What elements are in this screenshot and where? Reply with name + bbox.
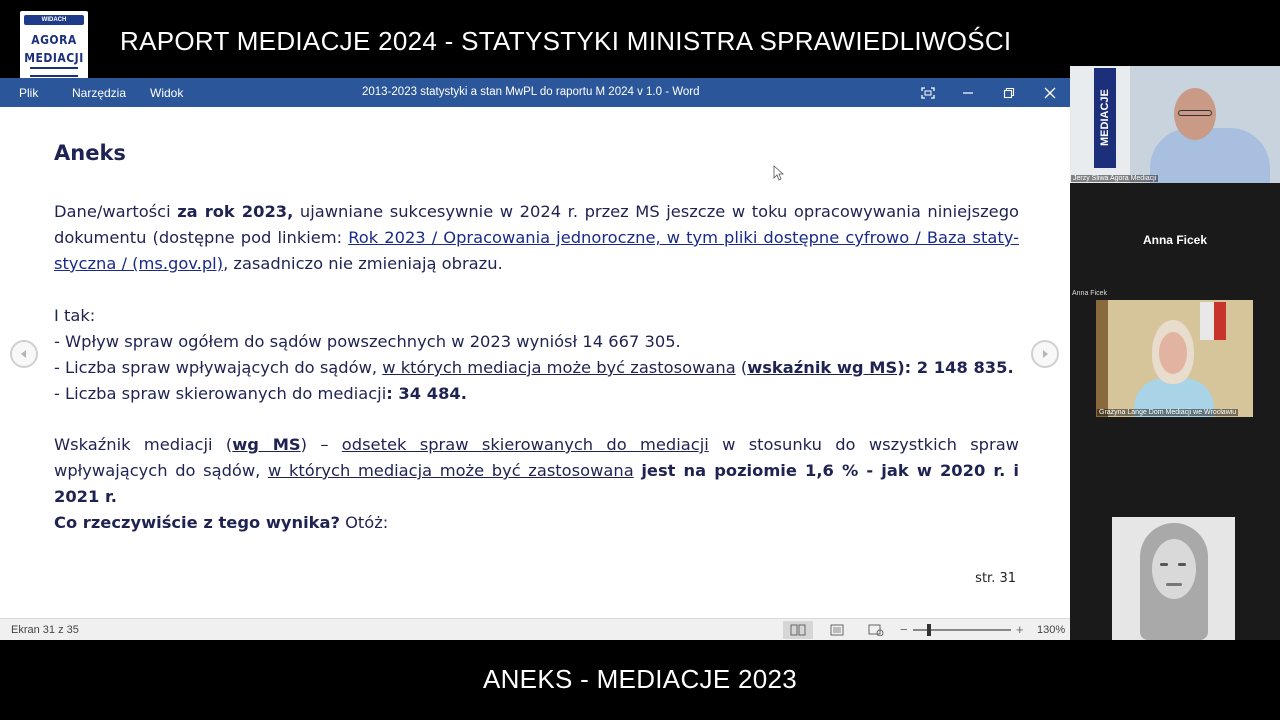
l3-bold-value: : 34 484. bbox=[386, 384, 467, 403]
participant-1-name: Jerzy Śliwa Agora Mediacji bbox=[1073, 175, 1157, 182]
participant-2-name: Anna Ficek bbox=[1142, 233, 1208, 247]
caption-text: ANEKS - MEDIACJE 2023 bbox=[482, 664, 798, 694]
logo-line-1: AGORA bbox=[31, 33, 77, 47]
list-item-total-cases: - Wpływ spraw ogółem do sądów powszechnych w 2023 wyniósł 14 667 305. bbox=[54, 332, 681, 351]
participant-2-label: Anna Ficek bbox=[1072, 290, 1108, 297]
restore-icon bbox=[1003, 87, 1015, 99]
participant-tile-3[interactable] bbox=[1096, 300, 1253, 417]
fullscreen-button[interactable] bbox=[908, 78, 948, 107]
paragraph-data-2023 bbox=[54, 199, 1019, 277]
word-titlebar bbox=[0, 78, 1070, 107]
caption-bar bbox=[0, 640, 1280, 720]
close-icon bbox=[1044, 87, 1056, 99]
status-bar bbox=[0, 618, 1070, 641]
p4-bold-question: Co rzeczywiście z tego wynika? bbox=[54, 513, 340, 532]
chevron-left-icon bbox=[19, 349, 29, 359]
logo-bars bbox=[30, 67, 78, 77]
page-number: str. 31 bbox=[975, 571, 1016, 586]
next-slide-button[interactable] bbox=[1031, 340, 1059, 368]
p3-bold-underline: wg MS bbox=[232, 435, 301, 454]
minimize-icon bbox=[962, 87, 974, 99]
flag-white bbox=[1200, 302, 1214, 340]
list-intro: I tak: bbox=[54, 306, 96, 325]
p3-text-e: w stosunku do wszystkich spraw wpływających do sądów, bbox=[54, 435, 1020, 480]
menu-widok[interactable]: Widok bbox=[150, 86, 184, 100]
previous-slide-button[interactable] bbox=[10, 340, 38, 368]
zoom-in-button[interactable]: + bbox=[1016, 622, 1024, 637]
participant-4-eye-left bbox=[1160, 563, 1168, 566]
print-layout-button[interactable] bbox=[822, 621, 852, 639]
read-mode-icon bbox=[790, 624, 806, 636]
screen-counter: Ekran 31 z 35 bbox=[11, 624, 79, 636]
banner-title: RAPORT MEDIACJE 2024 - STATYSTYKI MINISTRA SPRAWIEDLIWOŚCI bbox=[120, 26, 1012, 56]
logo-ribbon bbox=[24, 15, 84, 25]
p3-text-a: Wskaźnik mediacji ( bbox=[54, 435, 233, 454]
participant-tile-1[interactable] bbox=[1070, 66, 1280, 183]
participant-tile-4[interactable] bbox=[1112, 517, 1235, 640]
mouse-cursor-icon bbox=[773, 165, 784, 181]
paragraph-mediation-index bbox=[54, 432, 1019, 510]
logo-small-text: WIDACH bbox=[41, 17, 67, 23]
document-page bbox=[0, 107, 1070, 618]
participants-panel bbox=[1070, 66, 1280, 640]
read-mode-button[interactable] bbox=[783, 621, 813, 639]
list-item-mediation-eligible bbox=[54, 355, 1019, 381]
participant-3-name: Grażyna Lange Dom Mediacji we Wrocławiu bbox=[1099, 409, 1237, 416]
l2-bold-underline: wskaźnik wg MS bbox=[747, 358, 898, 377]
document-title: 2013-2023 statystyki a stan MwPL do raportu M 2024 v 1.0 - Word bbox=[362, 86, 700, 98]
participant-4-eye-right bbox=[1178, 563, 1186, 566]
page-heading: Aneks bbox=[54, 141, 126, 165]
p4-text: Otóż: bbox=[339, 513, 389, 532]
menu-narzedzia[interactable]: Narzędzia bbox=[72, 86, 127, 100]
word-window bbox=[0, 78, 1070, 640]
p1-text-1: Dane/wartości bbox=[54, 202, 178, 221]
participant-3-face bbox=[1159, 332, 1187, 374]
wall-edge bbox=[1096, 300, 1108, 417]
l3-text: - Liczba spraw skierowanych do mediacji bbox=[54, 384, 387, 403]
participant-4-face bbox=[1152, 539, 1196, 599]
ms-statistics-link[interactable]: Rok 2023 / Opracowania jednoroczne, w tym pliki dostępne cyfrowo / Baza staty-styczna / (ms.gov.pl) bbox=[54, 228, 1019, 273]
mediacje-logo: MEDIACJE bbox=[1094, 68, 1116, 168]
flag-red bbox=[1214, 302, 1226, 340]
minimize-button[interactable] bbox=[948, 78, 988, 107]
agora-mediacji-logo bbox=[20, 11, 88, 79]
participant-tile-2[interactable] bbox=[1070, 183, 1280, 300]
p3-underline-1: odsetek spraw skierowanych do mediacji bbox=[341, 435, 709, 454]
paragraph-stats-list bbox=[54, 303, 1019, 407]
l2-text-b: ( bbox=[735, 358, 748, 377]
logo-line-2: MEDIACJI bbox=[24, 51, 84, 65]
close-button[interactable] bbox=[1030, 78, 1070, 107]
p1-bold-year: za rok 2023, bbox=[177, 202, 294, 221]
p3-text-c: ) – bbox=[300, 435, 342, 454]
menu-plik[interactable]: Plik bbox=[19, 86, 39, 100]
participant-4-mouth bbox=[1166, 583, 1182, 586]
web-layout-icon bbox=[868, 624, 884, 636]
zoom-level[interactable]: 130% bbox=[1037, 624, 1066, 636]
p3-bold-conclusion: jest na poziomie 1,6 % - jak w 2020 r. i 2021 r. bbox=[54, 461, 1020, 506]
zoom-slider-thumb[interactable] bbox=[927, 624, 931, 636]
glasses-icon bbox=[1178, 110, 1212, 116]
restore-button[interactable] bbox=[989, 78, 1029, 107]
zoom-out-button[interactable]: − bbox=[900, 622, 908, 637]
p3-underline-2: w których mediacja może być zastosowana bbox=[268, 461, 634, 480]
paragraph-question bbox=[54, 510, 1019, 536]
p1-text-2: ujawniane sukcesywnie w 2024 r. przez MS jeszcze w toku opracowywania niniejszego dokumentu (dostępne pod linkiem: bbox=[54, 202, 1019, 247]
l2-bold-value: ): 2 148 835. bbox=[897, 358, 1014, 377]
print-layout-icon bbox=[829, 624, 845, 636]
participant-1-shirt bbox=[1150, 128, 1270, 183]
fullscreen-icon bbox=[921, 87, 935, 99]
p1-text-3: , zasadniczo nie zmieniają obrazu. bbox=[223, 254, 503, 273]
l2-text-a: - Liczba spraw wpływających do sądów, bbox=[54, 358, 383, 377]
l2-underline: w których mediacja może być zastosowana bbox=[382, 358, 736, 377]
chevron-right-icon bbox=[1040, 349, 1050, 359]
list-item-referred-cases bbox=[54, 381, 1019, 407]
web-layout-button[interactable] bbox=[861, 621, 891, 639]
